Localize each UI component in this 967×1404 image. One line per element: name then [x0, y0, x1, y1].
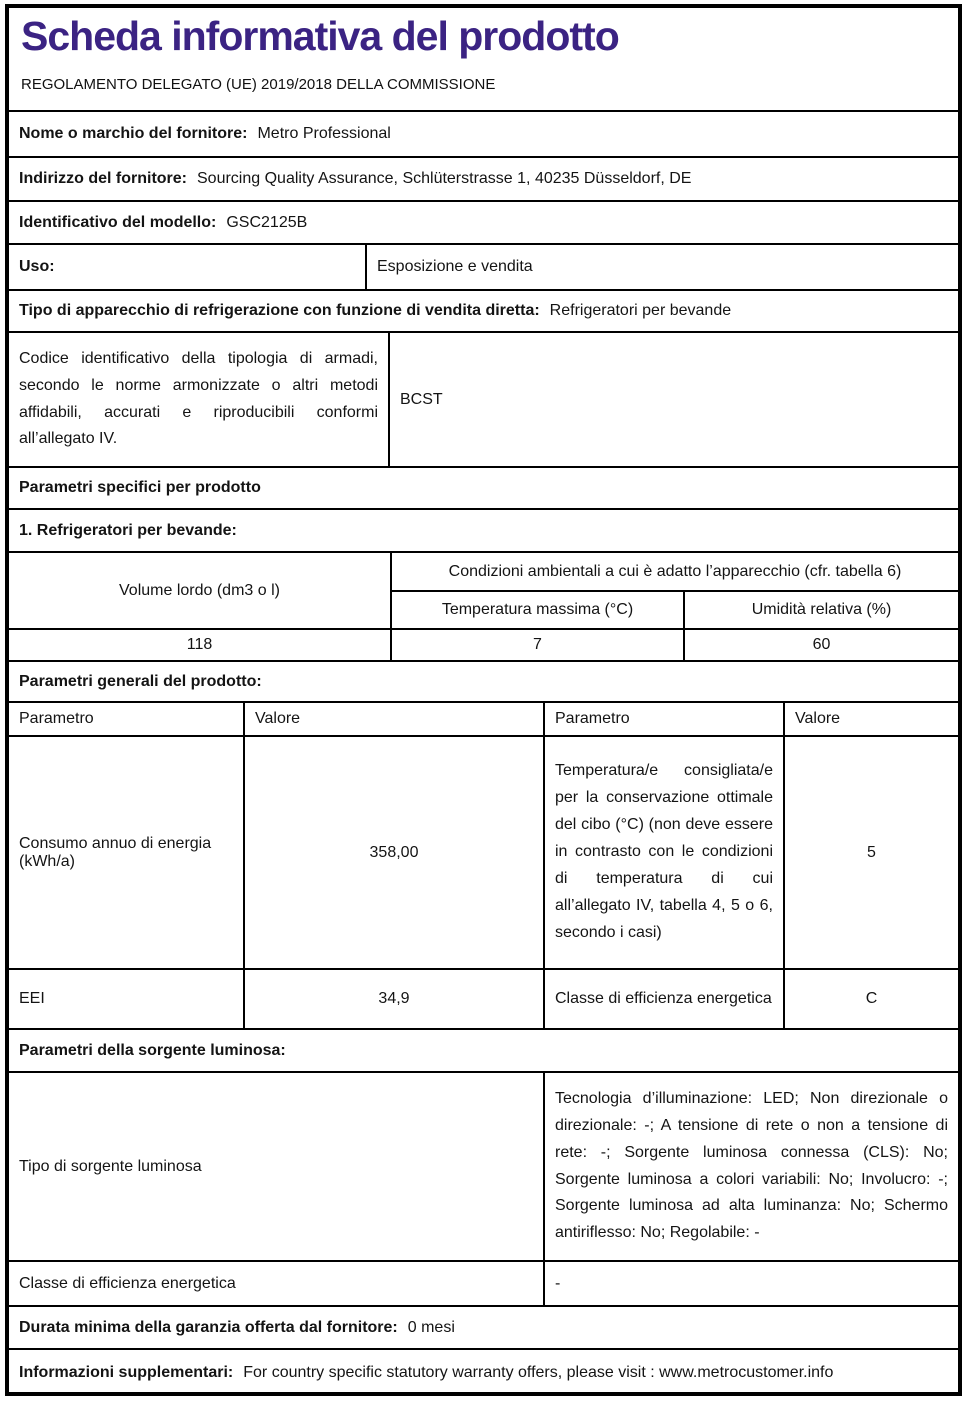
regulation-subtitle: REGOLAMENTO DELEGATO (UE) 2019/2018 DELLA COMMISSIONE: [21, 75, 496, 93]
volume-table-header: [9, 553, 958, 630]
light-energy-class-value: -: [555, 1274, 561, 1292]
supplier-address-label: Indirizzo del fornitore:: [19, 170, 187, 187]
warranty-label: Durata minima della garanzia offerta dal fornitore:: [19, 1318, 398, 1336]
cabinet-code-value: BCST: [400, 390, 443, 408]
recommended-temperature-value: 5: [783, 737, 958, 968]
cabinet-code-label: Codice identificativo della tipologia di armadi, secondo le norme armonizzate o altri metodi affidabili, accurati e riproducibili conformi all’allegato IV.: [19, 349, 378, 448]
section-general-params-heading: Parametri generali del prodotto:: [19, 672, 262, 690]
volume-table-data: [9, 630, 958, 662]
gross-volume-header: Volume lordo (dm3 o l): [119, 581, 280, 599]
general-col-parametro-1: Parametro: [19, 710, 94, 727]
use-label: Uso:: [19, 258, 55, 275]
model-id-label: Identificativo del modello:: [19, 213, 217, 231]
appliance-type-label: Tipo di apparecchio di refrigerazione con funzione di vendita diretta:: [19, 302, 540, 319]
section-light-source: [9, 1030, 958, 1073]
light-energy-class-label: Classe di efficienza energetica: [19, 1274, 236, 1292]
row-use: [9, 245, 958, 291]
section-light-source-heading: Parametri della sorgente luminosa:: [19, 1041, 286, 1059]
max-temperature-value: 7: [390, 630, 683, 660]
row-supplier-name: [9, 112, 958, 158]
gross-volume-value: 118: [186, 636, 213, 653]
section-beverage-coolers: [9, 510, 958, 553]
row-light-energy-class: [9, 1262, 958, 1307]
row-eei: [9, 970, 958, 1030]
general-col-valore-1: Valore: [243, 703, 543, 735]
row-supplier-address: [9, 158, 958, 202]
annual-energy-value: 358,00: [243, 737, 543, 968]
energy-class-label: Classe di efficienza energetica: [555, 989, 772, 1007]
appliance-type-value: Refrigeratori per bevande: [549, 302, 732, 319]
beverage-coolers-heading: 1. Refrigeratori per bevande:: [19, 521, 237, 539]
general-col-parametro-2: Parametro: [543, 703, 783, 735]
supplier-address-value: Sourcing Quality Assurance, Schlüterstrasse 1, 40235 Düsseldorf, DE: [197, 170, 692, 187]
eei-label: EEI: [19, 990, 45, 1007]
light-source-type-value: Tecnologia d’illuminazione: LED; Non direzionale o direzionale: -; A tensione di rete o non a tensione di rete: -; Sorgente luminosa connessa (CLS): No; Sorgente luminosa a colori variabili: No; Involucro: -; Sorgente luminosa ad alta luminanza: No; Schermo antiriflesso: No; Regolabile: -: [555, 1089, 948, 1242]
general-col-valore-2: Valore: [783, 703, 958, 735]
additional-info-value: For country specific statutory warranty offers, please visit : www.metrocustomer.info: [243, 1364, 834, 1381]
row-additional-info: [9, 1350, 958, 1396]
additional-info-label: Informazioni supplementari:: [19, 1364, 234, 1381]
model-id-value: GSC2125B: [226, 213, 308, 231]
row-cabinet-code: [9, 333, 958, 468]
row-light-source-type: [9, 1073, 958, 1262]
section-specific-params-heading: Parametri specifici per prodotto: [19, 479, 261, 496]
supplier-name-value: Metro Professional: [257, 125, 391, 142]
ambient-conditions-header: Condizioni ambientali a cui è adatto l’apparecchio (cfr. tabella 6): [392, 553, 958, 592]
warranty-value: 0 mesi: [407, 1318, 455, 1336]
product-information-sheet: [5, 4, 962, 1396]
header-block: [9, 8, 958, 112]
energy-class-value: C: [783, 970, 958, 1028]
page-title: Scheda informativa del prodotto: [21, 13, 619, 59]
row-model-id: [9, 202, 958, 245]
annual-energy-label: Consumo annuo di energia (kWh/a): [19, 834, 212, 870]
row-energy-consumption: [9, 737, 958, 970]
eei-value: 34,9: [243, 970, 543, 1028]
relative-humidity-header: Umidità relativa (%): [683, 592, 958, 628]
row-appliance-type: [9, 291, 958, 333]
use-value: Esposizione e vendita: [377, 258, 533, 275]
section-specific-params: [9, 468, 958, 510]
relative-humidity-value: 60: [683, 630, 958, 660]
recommended-temperature-label: Temperatura/e consigliata/e per la conservazione ottimale del cibo (°C) (non deve essere in contrasto con le condizioni di temperatura di cui all’allegato IV, tabella 4, 5 o 6, secondo i casi): [555, 762, 773, 941]
supplier-name-label: Nome o marchio del fornitore:: [19, 125, 248, 142]
general-table-header: [9, 703, 958, 737]
max-temperature-header: Temperatura massima (°C): [441, 601, 634, 618]
row-warranty: [9, 1307, 958, 1350]
light-source-type-label: Tipo di sorgente luminosa: [19, 1157, 202, 1175]
section-general-params: [9, 662, 958, 703]
